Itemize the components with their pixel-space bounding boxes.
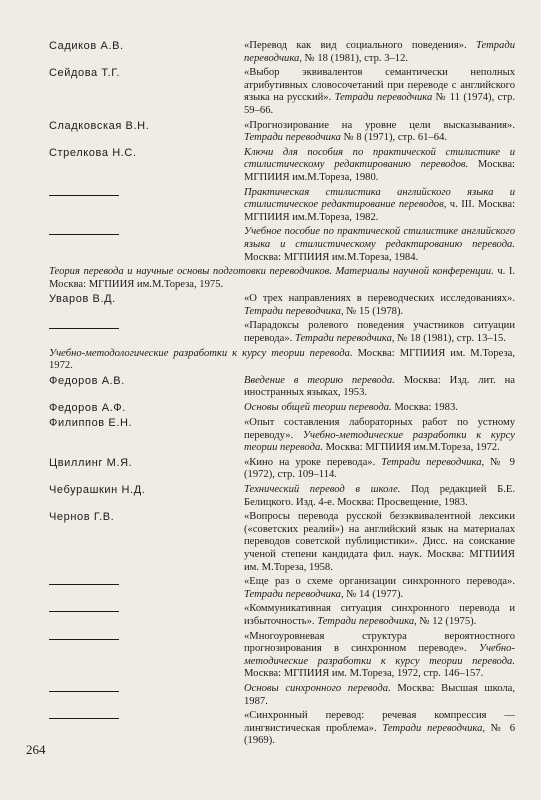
dash-line — [49, 711, 119, 719]
bibliography-entry — [49, 417, 515, 455]
entry-text-segment: , № 18 (1981), стр. 3–12. — [299, 52, 409, 64]
entry-text-segment: № 11 (1974), стр. 59–66. — [244, 92, 515, 116]
entry-author: Уваров В.Д. — [49, 293, 116, 306]
dash-line — [49, 188, 119, 196]
entry-citation — [244, 40, 515, 65]
bibliography-entry — [49, 348, 515, 373]
entry-text-segment: Москва: МГПИИЯ им.М.Тореза, 1972. — [322, 442, 500, 454]
entry-citation — [244, 402, 515, 415]
bibliography-entry — [49, 603, 515, 628]
entry-text-segment: , № 9 (1972), стр. 109–114. — [244, 456, 515, 481]
bibliography-entry — [49, 293, 515, 318]
entry-text-segment: Тетради переводчика — [294, 333, 392, 345]
entry-author: Стрелкова Н.С. — [49, 146, 137, 159]
entry-text-segment: Под редакцией Б.Е. Белицкого. Изд. 4-е. Москва: Просвещение, 1983. — [244, 484, 516, 508]
entry-text-segment: Практическая стилистика английского языка и стилистическое редактирование переводов — [244, 186, 515, 211]
bibliography-entry — [49, 457, 515, 482]
entry-text-segment: , ч. III. Москва: МГПИИЯ им.М.Тореза, 1982. — [244, 199, 516, 223]
dash-line — [49, 577, 119, 585]
bibliography-entry — [49, 147, 515, 185]
entry-text-segment: «Парадоксы ролевого поведения участников ситуации перевода». — [244, 320, 515, 345]
entry-citation — [244, 576, 515, 601]
bibliography-entry — [49, 120, 515, 145]
same-author-dash — [49, 320, 244, 345]
entry-author: Чебурашкин Н.Д. — [49, 484, 146, 496]
bibliography-entry — [49, 683, 515, 708]
entry-text-segment: Москва: МГПИИЯ им. М.Тореза, 1972. — [49, 347, 516, 372]
entry-citation — [244, 603, 515, 628]
same-author-dash — [49, 187, 244, 225]
entry-citation — [244, 187, 515, 225]
entry-text-segment: «Кино на уроке перевода». — [244, 456, 382, 468]
entry-text-segment: Москва: МГПИИЯ им.М.Тореза, 1980. — [244, 159, 515, 183]
entry-text-segment: Москва: Изд. лит. на иностранных языках, 1953. — [244, 374, 515, 399]
entry-text-segment: Тетради переводчика — [244, 132, 341, 144]
entry-citation — [244, 375, 515, 400]
bibliography-entry — [49, 40, 515, 65]
entry-text-segment: Учебно-методические разработки к курсу теории перевода. — [244, 429, 515, 454]
entry-citation — [244, 320, 515, 345]
bibliography-entry — [49, 266, 515, 291]
entry-text-segment: Теория перевода и научные основы подготовки переводчиков. Материалы научной конференции. — [49, 266, 494, 278]
entry-citation — [244, 147, 515, 185]
bibliography-entry — [49, 631, 515, 681]
entry-text-segment: «Опыт составления лабораторных работ по устному переводу». — [244, 417, 515, 441]
entry-author: Филиппов Е.Н. — [49, 417, 133, 430]
bibliography-entry — [49, 484, 515, 509]
entry-citation — [244, 484, 515, 509]
entry-text-segment: Тетради переводчика — [244, 588, 341, 600]
bibliography-entry — [49, 67, 515, 117]
dash-line — [49, 321, 119, 329]
entry-text-segment: «Прогнозирование на уровне цели высказывания». — [244, 119, 515, 131]
entry-text-segment: «Коммуникативная ситуация синхронного перевода и избыточность». — [244, 603, 515, 627]
bibliography-entry — [49, 710, 515, 748]
entry-citation — [244, 67, 515, 117]
same-author-dash — [49, 631, 244, 681]
entry-text-segment: Основы общей теории перевода. — [244, 402, 392, 414]
entry-text-segment: Учебно-методологические разработки к курсу теории перевода. — [49, 347, 353, 359]
bibliography-entry — [49, 511, 515, 574]
entry-author: Сладковская В.Н. — [49, 119, 150, 132]
entry-text-segment: «Вопросы перевода русской безэквивалентной лексики («советских реалий») на английский язык на материалах переводов советской публицистики». — [244, 511, 515, 548]
entry-author: Федоров А.В. — [49, 374, 125, 387]
dash-line — [49, 632, 119, 640]
entry-text-segment: Москва: МГПИИЯ им. М.Тореза, 1972, стр. 146–157. — [244, 668, 484, 680]
entry-text-segment: , № 18 (1981), стр. 13–15. — [391, 333, 506, 345]
entry-citation — [244, 120, 515, 145]
bibliography-entry — [49, 226, 515, 264]
bibliography-entry — [49, 320, 515, 345]
bibliography-entry — [49, 402, 515, 415]
entry-text-segment: , № 15 (1978). — [340, 305, 404, 317]
entry-text-segment: Тетради переводчика — [381, 456, 482, 468]
entry-text-segment: Москва: МГПИИЯ им.М.Тореза, 1984. — [244, 251, 419, 263]
entry-text-segment: Тетради переводчика — [317, 615, 415, 627]
entry-text-segment: ч. I. Москва: МГПИИЯ им.М.Тореза, 1975. — [49, 266, 515, 290]
entry-text-segment: «Перевод как вид социального поведения». — [244, 40, 477, 51]
entry-citation — [244, 511, 515, 574]
entry-text-segment: Тетради переводчика — [244, 40, 515, 64]
same-author-dash — [49, 603, 244, 628]
page-number: 264 — [26, 742, 46, 757]
entry-text-segment: «Выбор эквивалентов семантически неполных атрибутивных словосочетаний при переводе с английского языка на русский». — [244, 67, 515, 104]
dash-line — [49, 227, 119, 235]
same-author-dash — [49, 683, 244, 708]
entry-text-segment: , № 6 (1969). — [244, 722, 515, 747]
entry-text-segment: Тетради переводчика — [382, 722, 483, 734]
entry-text-segment: Технический перевод в школе. — [244, 484, 401, 495]
entry-citation — [244, 683, 515, 708]
entry-author: Сейдова Т.Г. — [49, 67, 121, 80]
entry-author: Садиков А.В. — [49, 40, 124, 52]
bibliography-entry — [49, 576, 515, 601]
entry-citation — [244, 417, 515, 455]
entry-text-segment: «Синхронный перевод: речевая компрессия — лингвистическая проблема». — [244, 710, 515, 734]
entry-text-segment: «О трех направлениях в переводческих исследованиях». — [244, 293, 515, 305]
entry-text-segment: Учебное пособие по практической стилистике английского языка и стилистическому редактированию перевода. — [244, 226, 515, 250]
entry-text-segment: «Еще раз о схеме организации синхронного перевода». — [244, 576, 515, 588]
entry-text-segment: «Многоуровневая структура вероятностного прогнозирования в синхронном переводе». — [244, 630, 515, 655]
entry-text-segment: Тетради переводчика — [334, 92, 433, 104]
entry-author: Федоров А.Ф. — [49, 402, 126, 415]
same-author-dash — [49, 576, 244, 601]
dash-line — [49, 604, 119, 612]
entry-text-segment: Дисс. на соискание ученой степени кандидата фил. наук. Москва: МГПИИЯ им. М.Тореза, 1958. — [244, 536, 515, 573]
bibliography-list — [49, 40, 515, 750]
entry-text-segment: Введение в теорию перевода. — [244, 374, 395, 386]
entry-text-segment: Ключи для пособия по практической стилистике и стилистическому редактированию переводов. — [244, 146, 515, 171]
same-author-dash — [49, 226, 244, 264]
entry-citation — [244, 631, 515, 681]
same-author-dash — [49, 710, 244, 748]
entry-citation — [244, 710, 515, 748]
entry-citation — [244, 457, 515, 482]
bibliography-entry — [49, 375, 515, 400]
entry-author: Чернов Г.В. — [49, 511, 115, 524]
entry-citation — [244, 226, 515, 264]
entry-text-segment: Тетради переводчика — [244, 305, 341, 317]
dash-line — [49, 684, 119, 692]
entry-text-segment: Основы синхронного перевода. — [244, 682, 391, 694]
entry-text-segment: , № 14 (1977). — [340, 588, 404, 600]
entry-text-segment: Москва: 1983. — [391, 402, 458, 414]
entry-text-segment: Москва: Высшая школа, 1987. — [244, 682, 515, 707]
entry-text-segment: Учебно-методические разработки к курсу теории перевода. — [244, 643, 515, 667]
entry-text-segment: № 8 (1971), стр. 61–64. — [340, 132, 448, 144]
entry-citation — [244, 293, 515, 318]
bibliography-entry — [49, 187, 515, 225]
entry-text-segment: , № 12 (1975). — [414, 615, 477, 627]
entry-author: Цвиллинг М.Я. — [49, 456, 133, 469]
